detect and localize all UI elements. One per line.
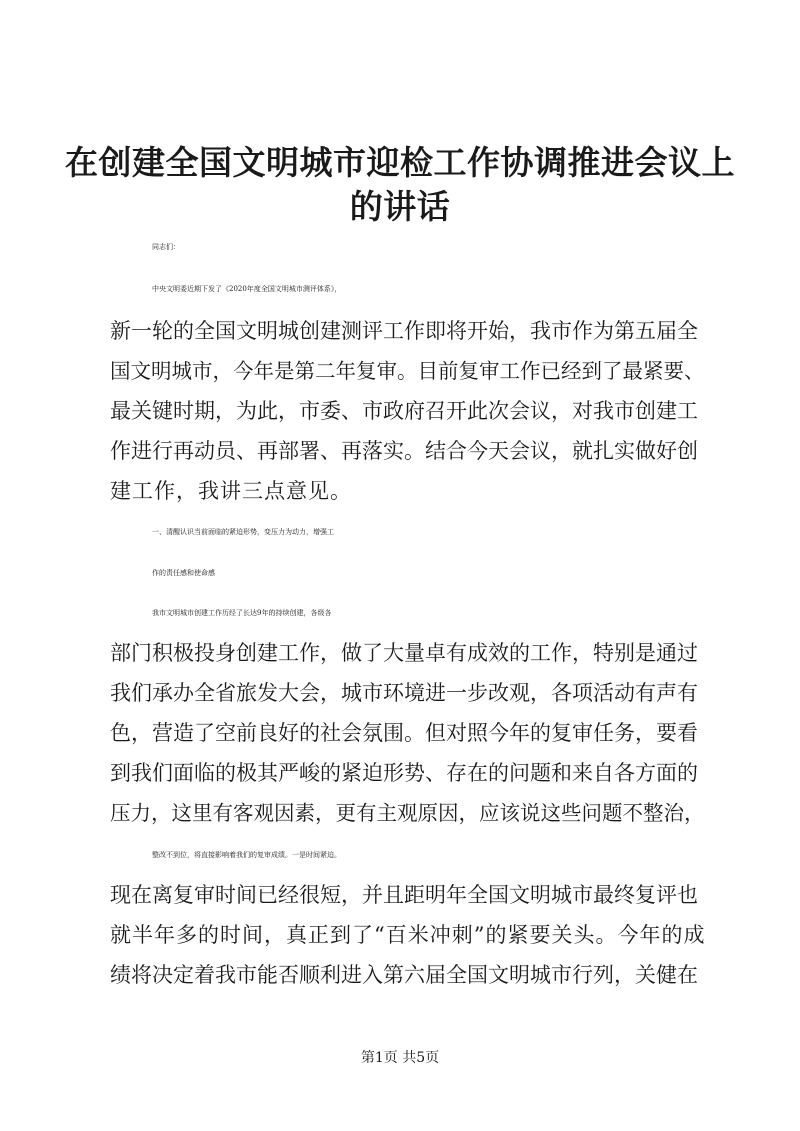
paragraph-line: 色，营造了空前良好的社会氛围。但对照今年的复审任务，要看 bbox=[110, 721, 698, 745]
paragraph-line: 建工作，我讲三点意见。 bbox=[110, 479, 352, 503]
document-title-line1: 在创建全国文明城市迎检工作协调推进会议上 bbox=[65, 143, 735, 182]
paragraph-line: 我市文明城市创建工作历经了长达9年的持续创建，各级各 bbox=[152, 609, 332, 617]
paragraph-line: 国文明城市，今年是第二年复审。目前复审工作已经到了最紧要、 bbox=[110, 359, 705, 383]
paragraph-line: 部门积极投身创建工作，做了大量卓有成效的工作，特别是通过 bbox=[110, 641, 698, 665]
paragraph-line: 新一轮的全国文明城创建测评工作即将开始，我市作为第五届全 bbox=[110, 319, 698, 343]
paragraph-line: 中央文明委近期下发了《2020年度全国文明城市测评体系》， bbox=[152, 285, 342, 293]
paragraph-line: 我们承办全省旅发大会，城市环境进一步改观，各项活动有声有 bbox=[110, 681, 698, 705]
paragraph-line: 最关键时期，为此，市委、市政府召开此次会议，对我市创建工 bbox=[110, 399, 698, 423]
paragraph-line: 到我们面临的极其严峻的紧迫形势、存在的问题和来自各方面的 bbox=[110, 761, 698, 785]
paragraph-line: 就半年多的时间，真正到了“百米冲刺”的紧要关头。今年的成 bbox=[110, 923, 706, 947]
paragraph-line: 绩将决定着我市能否顺利进入第六届全国文明城市行列，关健在 bbox=[110, 963, 698, 987]
document-title-line2: 的讲话 bbox=[349, 187, 451, 226]
paragraph-line: 压力，这里有客观因素，更有主观原因，应该说这些问题不整治， bbox=[110, 801, 705, 825]
paragraph-line: 现在离复审时间已经很短，并且距明年全国文明城市最终复评也 bbox=[110, 883, 698, 907]
section-heading-line: 一、清醒认识当前面临的紧迫形势，变压力为动力，增强工 bbox=[152, 528, 334, 536]
section-heading-line: 作的责任感和使命感 bbox=[152, 569, 215, 577]
paragraph-line: 作进行再动员、再部署、再落实。结合今天会议，就扎实做好创 bbox=[110, 439, 698, 463]
paragraph-line: 整改不到位，将直接影响着我们的复审成绩。一是时间紧迫。 bbox=[152, 851, 341, 859]
page-footer: 第1页 共5页 bbox=[360, 1050, 440, 1066]
salutation: 同志们： bbox=[152, 243, 180, 251]
